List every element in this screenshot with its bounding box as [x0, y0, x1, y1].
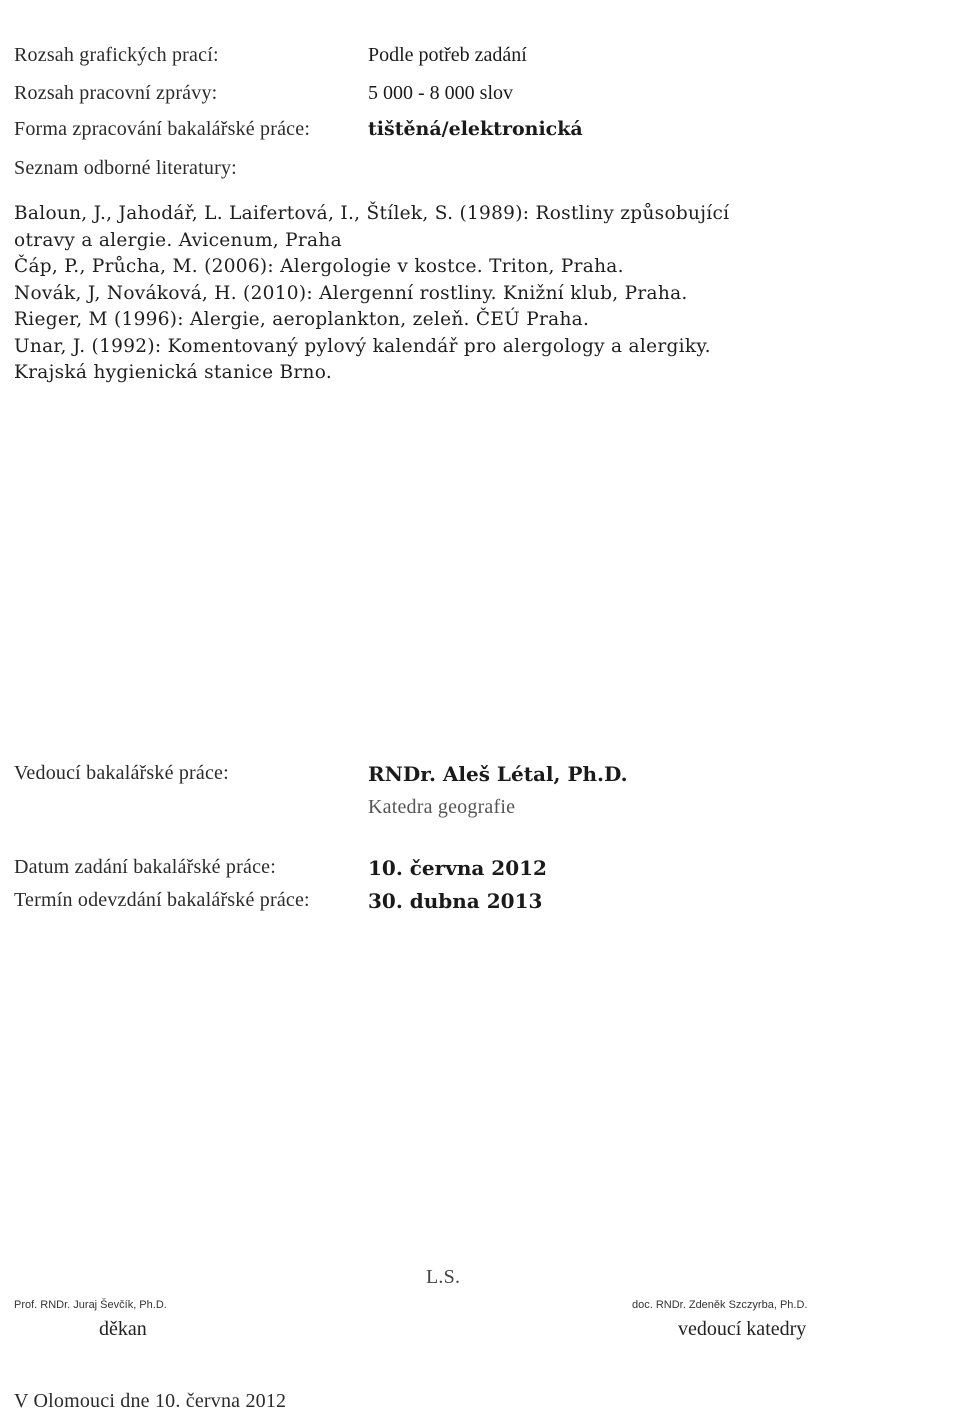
report-scope-label: Rozsah pracovní zprávy: — [14, 82, 218, 104]
deadline-value: 30. dubna 2013 — [368, 889, 543, 913]
report-scope-value: 5 000 - 8 000 slov — [368, 82, 513, 104]
reference-line: Čáp, P., Průcha, M. (2006): Alergologie v kostce. Triton, Praha. — [14, 256, 624, 277]
literature-label: Seznam odborné literatury: — [14, 157, 237, 179]
ls-stamp-text: L.S. — [426, 1266, 461, 1288]
graphics-scope-value: Podle potřeb zadání — [368, 44, 527, 66]
dean-role: děkan — [99, 1318, 147, 1340]
reference-line: otravy a alergie. Avicenum, Praha — [14, 230, 342, 251]
supervisor-department: Katedra geografie — [368, 796, 516, 818]
reference-line: Baloun, J., Jahodář, L. Laifertová, I., Štílek, S. (1989): Rostliny způsobující — [14, 203, 730, 224]
department-head-role: vedoucí katedry — [678, 1318, 807, 1340]
reference-line: Novák, J, Nováková, H. (2010): Alergenní rostliny. Knižní klub, Praha. — [14, 283, 688, 304]
supervisor-name: RNDr. Aleš Létal, Ph.D. — [368, 762, 628, 786]
assigned-date-label: Datum zadání bakalářské práce: — [14, 856, 276, 878]
reference-line: Unar, J. (1992): Komentovaný pylový kalendář pro alergology a alergiky. — [14, 336, 711, 357]
supervisor-label: Vedoucí bakalářské práce: — [14, 762, 229, 784]
dean-name: Prof. RNDr. Juraj Ševčík, Ph.D. — [14, 1299, 167, 1311]
place-date: V Olomouci dne 10. června 2012 — [14, 1390, 287, 1412]
department-head-name: doc. RNDr. Zdeněk Szczyrba, Ph.D. — [632, 1299, 808, 1311]
reference-line: Rieger, M (1996): Alergie, aeroplankton, zeleň. ČEÚ Praha. — [14, 309, 590, 330]
form-label: Forma zpracování bakalářské práce: — [14, 118, 311, 140]
deadline-label: Termín odevzdání bakalářské práce: — [14, 889, 310, 911]
form-value: tištěná/elektronická — [368, 118, 583, 140]
assigned-date-value: 10. června 2012 — [368, 856, 547, 880]
reference-line: Krajská hygienická stanice Brno. — [14, 362, 333, 383]
graphics-scope-label: Rozsah grafických prací: — [14, 44, 219, 66]
